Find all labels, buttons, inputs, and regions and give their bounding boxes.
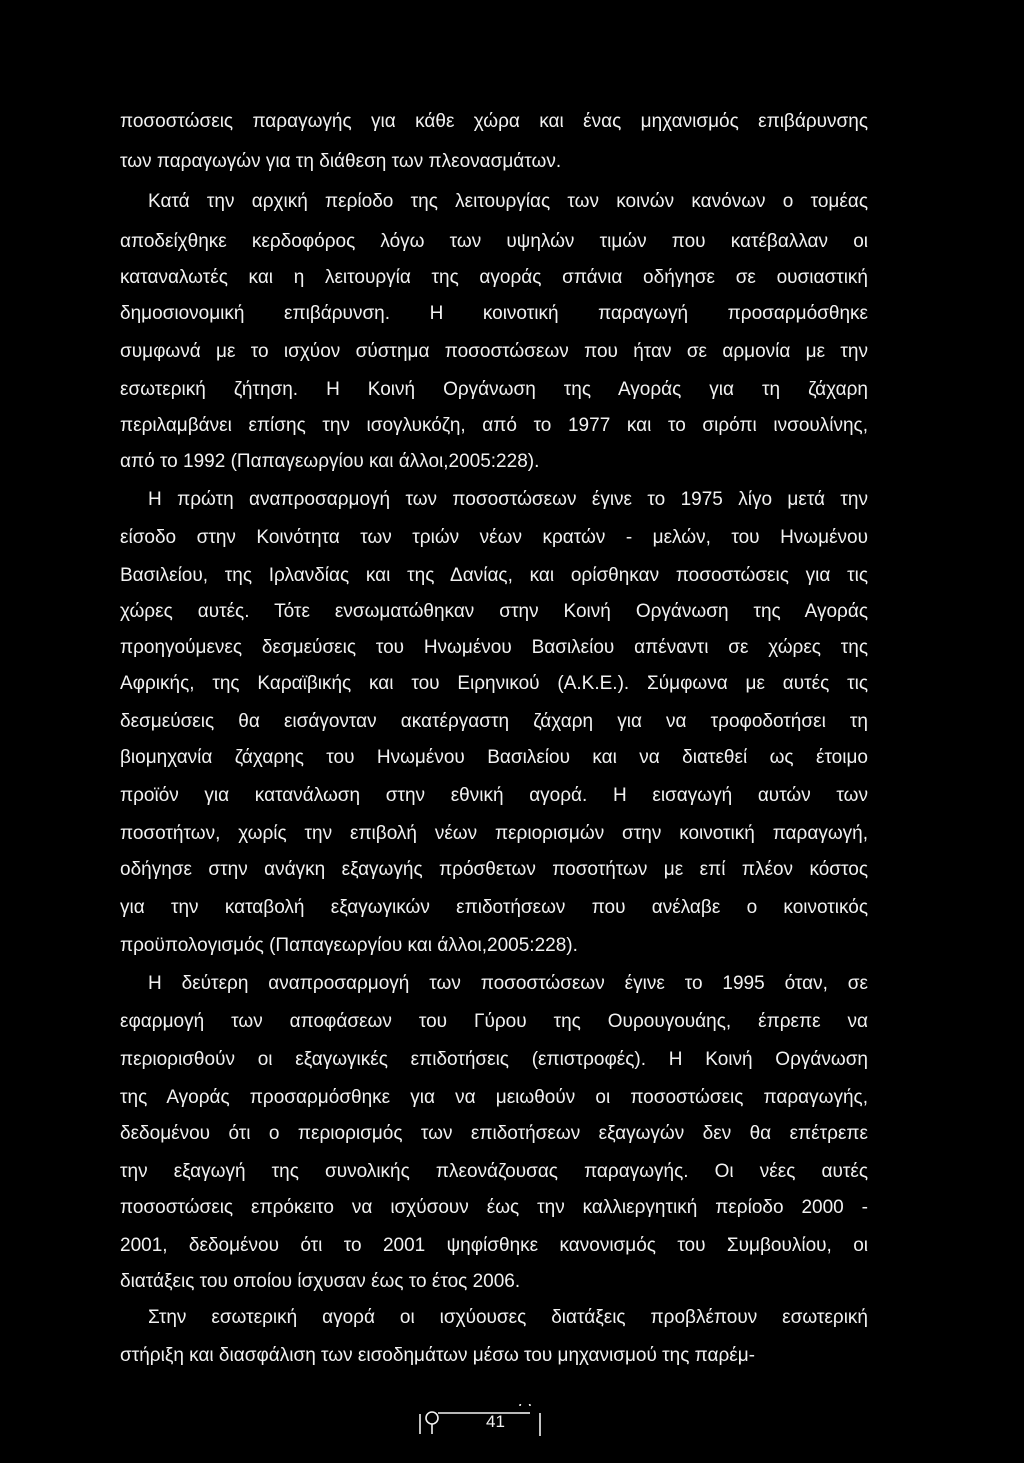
- text-line: προϋπολογισμός (Παπαγεωργίου και άλλοι,2005:228).: [120, 935, 578, 956]
- text-line: των παραγωγών για τη διάθεση των πλεονασμάτων.: [120, 151, 562, 172]
- text-line: συμφωνά με το ισχύον σύστημα ποσοστώσεων που ήταν σε αρμονία με την: [120, 341, 868, 362]
- text-line: στήριξη και διασφάλιση των εισοδημάτων μέσω του μηχανισμού της παρέμ-: [120, 1345, 756, 1366]
- text-line: χώρες αυτές. Τότε ενσωματώθηκαν στην Κοινή Οργάνωση της Αγοράς: [120, 601, 868, 622]
- text-line: ποσοστώσεις παραγωγής για κάθε χώρα και ένας μηχανισμός επιβάρυνσης: [120, 111, 868, 132]
- text-line: ποσοτήτων, χωρίς την επιβολή νέων περιορισμών στην κοινοτική παραγωγή,: [120, 823, 868, 844]
- text-line: περιορισθούν οι εξαγωγικές επιδοτήσεις (επιστροφές). Η Κοινή Οργάνωση: [120, 1049, 868, 1070]
- text-line: Αφρικής, της Καραϊβικής και του Ειρηνικού (Α.Κ.Ε.). Σύμφωνα με αυτές τις: [120, 673, 868, 694]
- text-line: δεσμεύσεις θα εισάγονταν ακατέργαστη ζάχαρη για να τροφοδοτήσει τη: [120, 711, 868, 732]
- text-line: για την καταβολή εξαγωγικών επιδοτήσεων που ανέλαβε ο κοινοτικός: [120, 897, 868, 918]
- text-line: δεδομένου ότι ο περιορισμός των επιδοτήσεων εξαγωγών δεν θα επέτρεπε: [120, 1123, 868, 1144]
- text-line: διατάξεις του οποίου ίσχυσαν έως το έτος 2006.: [120, 1271, 521, 1292]
- text-line: Στην εσωτερική αγορά οι ισχύουσες διατάξεις προβλέπουν εσωτερική: [148, 1307, 868, 1328]
- text-line: Βασιλείου, της Ιρλανδίας και της Δανίας, και ορίσθηκαν ποσοστώσεις για τις: [120, 565, 868, 586]
- text-line: την εξαγωγή της συνολικής πλεονάζουσας παραγωγής. Οι νέες αυτές: [120, 1161, 868, 1182]
- page-number: 41: [486, 1412, 505, 1431]
- text-line: εφαρμογή των αποφάσεων του Γύρου της Ουρουγουάης, έπρεπε να: [120, 1011, 868, 1032]
- text-line: Η πρώτη αναπροσαρμογή των ποσοστώσεων έγινε το 1975 λίγο μετά την: [148, 489, 868, 510]
- library-mark-icon: [416, 1404, 544, 1440]
- text-line: καταναλωτές και η λειτουργία της αγοράς σπάνια οδήγησε σε ουσιαστική: [120, 267, 868, 288]
- text-line: Κατά την αρχική περίοδο της λειτουργίας των κοινών κανόνων ο τομέας: [148, 191, 868, 212]
- text-line: οδήγησε στην ανάγκη εξαγωγής πρόσθετων ποσοτήτων με επί πλέον κόστος: [120, 859, 868, 880]
- text-line: περιλαμβάνει επίσης την ισογλυκόζη, από το 1977 και το σιρόπι ινσουλίνης,: [120, 415, 868, 436]
- text-line: είσοδο στην Κοινότητα των τριών νέων κρατών - μελών, του Ηνωμένου: [120, 527, 868, 548]
- text-line: προϊόν για κατανάλωση στην εθνική αγορά. Η εισαγωγή αυτών των: [120, 785, 868, 806]
- text-line: προηγούμενες δεσμεύσεις του Ηνωμένου Βασιλείου απέναντι σε χώρες της: [120, 637, 868, 658]
- page-footer: [416, 1404, 544, 1440]
- text-line: Η δεύτερη αναπροσαρμογή των ποσοστώσεων έγινε το 1995 όταν, σε: [148, 973, 868, 994]
- text-line: εσωτερική ζήτηση. Η Κοινή Οργάνωση της Αγοράς για τη ζάχαρη: [120, 379, 868, 400]
- text-line: 2001, δεδομένου ότι το 2001 ψηφίσθηκε κανονισμός του Συμβουλίου, οι: [120, 1235, 868, 1256]
- text-line: ποσοστώσεις επρόκειτο να ισχύσουν έως την καλλιεργητική περίοδο 2000 -: [120, 1197, 868, 1218]
- text-line: από το 1992 (Παπαγεωργίου και άλλοι,2005:228).: [120, 451, 540, 472]
- text-line: αποδείχθηκε κερδοφόρος λόγω των υψηλών τιμών που κατέβαλλαν οι: [120, 231, 868, 252]
- text-line: δημοσιονομική επιβάρυνση. Η κοινοτική παραγωγή προσαρμόσθηκε: [120, 303, 868, 324]
- text-line: της Αγοράς προσαρμόσθηκε για να μειωθούν οι ποσοστώσεις παραγωγής,: [120, 1087, 868, 1108]
- text-line: βιομηχανία ζάχαρης του Ηνωμένου Βασιλείου και να διατεθεί ως έτοιμο: [120, 747, 868, 768]
